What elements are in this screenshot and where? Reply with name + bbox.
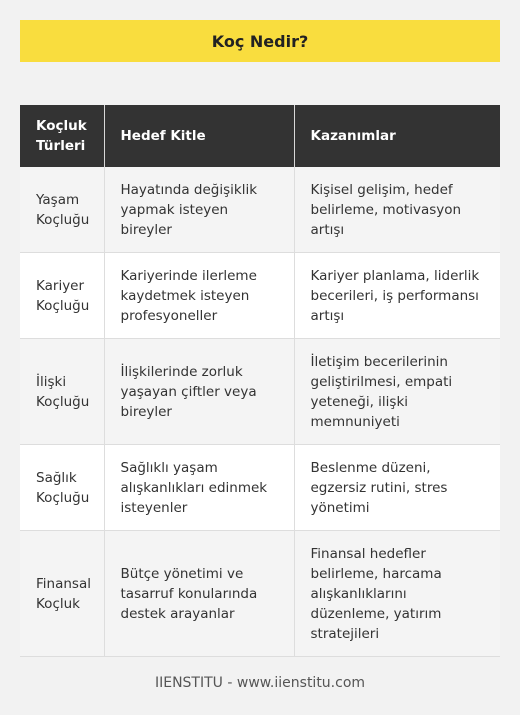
table-row	[20, 445, 500, 531]
cell-coaching-type: Yaşam Koçluğu	[20, 167, 104, 253]
coaching-types-table	[20, 105, 500, 657]
header-target-audience: Hedef Kitle	[104, 105, 294, 167]
cell-target-audience: Kariyerinde ilerleme kaydetmek isteyen profesyoneller	[104, 253, 294, 339]
table-row	[20, 167, 500, 253]
cell-benefits: İletişim becerilerinin geliştirilmesi, empati yeteneği, ilişki memnuniyeti	[294, 339, 500, 445]
cell-target-audience: Hayatında değişiklik yapmak isteyen bireyler	[104, 167, 294, 253]
header-coaching-types: Koçluk Türleri	[20, 105, 104, 167]
cell-coaching-type: Finansal Koçluk	[20, 531, 104, 657]
table-header-row	[20, 105, 500, 167]
cell-benefits: Finansal hedefler belirleme, harcama alışkanlıklarını düzenleme, yatırım stratejileri	[294, 531, 500, 657]
cell-coaching-type: İlişki Koçluğu	[20, 339, 104, 445]
page-title: Koç Nedir?	[20, 20, 500, 62]
header-benefits: Kazanımlar	[294, 105, 500, 167]
cell-target-audience: Sağlıklı yaşam alışkanlıkları edinmek isteyenler	[104, 445, 294, 531]
table-row	[20, 531, 500, 657]
cell-benefits: Beslenme düzeni, egzersiz rutini, stres yönetimi	[294, 445, 500, 531]
cell-target-audience: Bütçe yönetimi ve tasarruf konularında destek arayanlar	[104, 531, 294, 657]
cell-coaching-type: Sağlık Koçluğu	[20, 445, 104, 531]
footer-credit: IIENSTITU - www.iienstitu.com	[154, 675, 366, 691]
table-row	[20, 339, 500, 445]
cell-coaching-type: Kariyer Koçluğu	[20, 253, 104, 339]
table-row	[20, 253, 500, 339]
cell-target-audience: İlişkilerinde zorluk yaşayan çiftler veya bireyler	[104, 339, 294, 445]
cell-benefits: Kariyer planlama, liderlik becerileri, iş performansı artışı	[294, 253, 500, 339]
cell-benefits: Kişisel gelişim, hedef belirleme, motivasyon artışı	[294, 167, 500, 253]
